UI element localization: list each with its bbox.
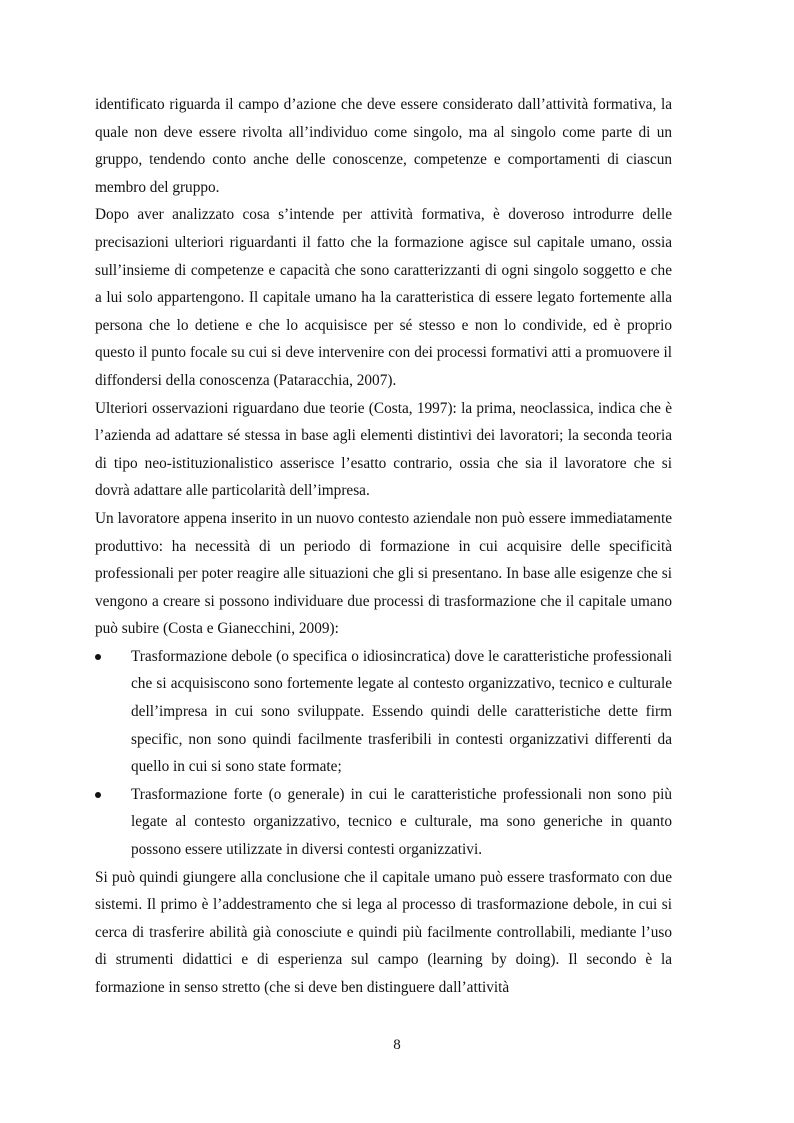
bullet-list (95, 643, 672, 864)
list-item-text: Trasformazione debole (o specifica o idiosincratica) dove le caratteristiche professionali che si acquisiscono sono fortemente legate al contesto organizzativo, tecnico e culturale dell’impresa in cui sono sviluppate. Essendo quindi delle caratteristiche dette firm specific, non sono quindi facilmente trasferibili in contesti organizzativi differenti da quello in cui si sono state formate; (131, 647, 672, 776)
list-item (95, 781, 672, 864)
bullet-icon (95, 792, 101, 798)
bullet-icon (95, 654, 101, 660)
paragraph: Un lavoratore appena inserito in un nuovo contesto aziendale non può essere immediatamente produttivo: ha necessità di un periodo di formazione in cui acquisire delle specificità professionali per poter reagire alle situazioni che gli si presentano. In base alle esigenze che si vengono a creare si possono individuare due processi di trasformazione che il capitale umano può subire (Costa e Gianecchini, 2009): (95, 509, 672, 638)
list-item-text: Trasformazione forte (o generale) in cui le caratteristiche professionali non sono più legate al contesto organizzativo, tecnico e culturale, ma sono generiche in quanto possono essere utilizzate in diversi contesti organizzativi. (131, 785, 672, 859)
paragraph: Si può quindi giungere alla conclusione che il capitale umano può essere trasformato con due sistemi. Il primo è l’addestramento che si lega al processo di trasformazione debole, in cui si cerca di trasferire abilità già conosciute e quindi più facilmente controllabili, mediante l’uso di strumenti didattici e di esperienza sul campo (learning by doing). Il secondo è la formazione in senso stretto (che si deve ben distinguere dall’attività (95, 868, 672, 996)
list-item (95, 643, 672, 781)
paragraph: Dopo aver analizzato cosa s’intende per attività formativa, è doveroso introdurre delle precisazioni ulteriori riguardanti il fatto che la formazione agisce sul capitale umano, ossia sull’insieme di competenze e capacità che sono caratterizzanti di ogni singolo soggetto e che a lui solo appartengono. Il capitale umano ha la caratteristica di essere legato fortemente alla persona che lo detiene e che lo acquisisce per sé stesso e non lo condivide, ed è proprio questo il punto focale su cui si deve intervenire con dei processi formativi atti a promuovere il diffondersi della conoscenza (Pataracchia, 2007). (95, 206, 672, 389)
paragraph: identificato riguarda il campo d’azione che deve essere considerato dall’attività formativa, la quale non deve essere rivolta all’individuo come singolo, ma al singolo come parte di un gruppo, tendendo conto anche delle conoscenze, competenze e comportamenti di ciascun membro del gruppo. (95, 96, 672, 196)
page-body (95, 91, 672, 1002)
paragraph: Ulteriori osservazioni riguardano due teorie (Costa, 1997): la prima, neoclassica, indica che è l’azienda ad adattare sé stessa in base agli elementi distintivi dei lavoratori; la seconda teoria di tipo neo-istituzionalistico asserisce l’esatto contrario, ossia che sia il lavoratore che si dovrà adattare alle particolarità dell’impresa. (95, 399, 672, 500)
page-number: 8 (393, 1037, 401, 1053)
